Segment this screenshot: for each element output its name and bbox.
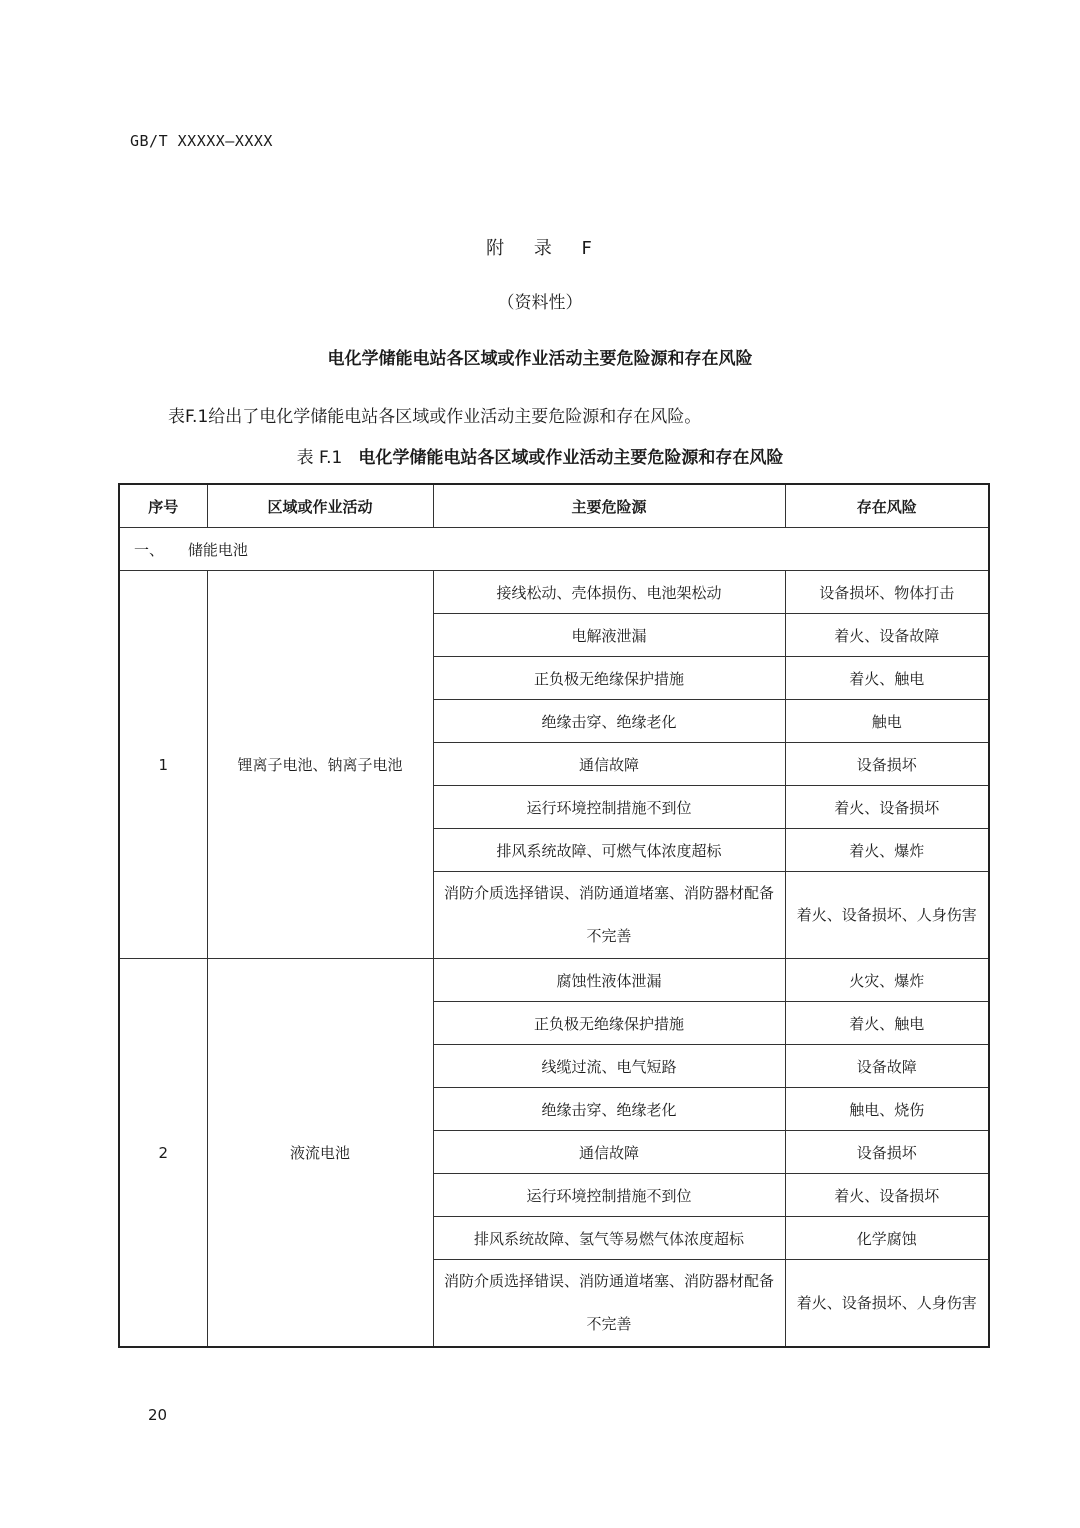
section-row	[119, 528, 989, 571]
table-body	[119, 528, 989, 1348]
table-caption-text: 电化学储能电站各区域或作业活动主要危险源和存在风险	[358, 448, 784, 468]
risk-cell: 着火、爆炸	[785, 829, 989, 872]
hazard-cell: 绝缘击穿、绝缘老化	[433, 700, 785, 743]
header-hazard: 主要危险源	[433, 484, 785, 528]
table-number: 表 F.1	[296, 448, 343, 468]
risk-cell: 着火、设备损坏	[785, 1174, 989, 1217]
table-caption	[0, 443, 1080, 468]
risk-cell: 着火、设备损坏	[785, 786, 989, 829]
hazard-cell: 电解液泄漏	[433, 614, 785, 657]
risk-cell: 着火、设备损坏、人身伤害	[785, 872, 989, 959]
header-risk: 存在风险	[785, 484, 989, 528]
page-number: 20	[148, 1406, 168, 1424]
hazard-cell: 消防介质选择错误、消防通道堵塞、消防器材配备不完善	[433, 1260, 785, 1348]
appendix-title-part: 附	[486, 238, 507, 259]
section-name: 储能电池	[187, 540, 248, 559]
header-seq: 序号	[119, 484, 207, 528]
hazard-cell: 运行环境控制措施不到位	[433, 1174, 785, 1217]
standard-number: GB/T XXXXX—XXXX	[130, 132, 273, 150]
header-area: 区域或作业活动	[207, 484, 433, 528]
risk-cell: 设备故障	[785, 1045, 989, 1088]
risk-cell: 化学腐蚀	[785, 1217, 989, 1260]
hazard-cell: 线缆过流、电气短路	[433, 1045, 785, 1088]
hazard-cell: 通信故障	[433, 743, 785, 786]
hazard-cell: 接线松动、壳体损伤、电池架松动	[433, 571, 785, 614]
area-cell: 液流电池	[207, 959, 433, 1348]
risk-cell: 触电、烧伤	[785, 1088, 989, 1131]
hazard-cell: 排风系统故障、可燃气体浓度超标	[433, 829, 785, 872]
hazard-cell: 绝缘击穿、绝缘老化	[433, 1088, 785, 1131]
hazard-cell: 消防介质选择错误、消防通道堵塞、消防器材配备不完善	[433, 872, 785, 959]
appendix-nature: （资料性）	[497, 293, 583, 313]
table-header-row	[119, 484, 989, 528]
risk-cell: 着火、触电	[785, 657, 989, 700]
section-label: 一、	[134, 540, 165, 559]
hazard-cell: 正负极无绝缘保护措施	[433, 1002, 785, 1045]
hazard-risk-table	[118, 483, 990, 1348]
seq-cell: 1	[119, 571, 207, 959]
risk-cell: 着火、设备损坏、人身伤害	[785, 1260, 989, 1348]
appendix-heading: 电化学储能电站各区域或作业活动主要危险源和存在风险	[327, 349, 753, 369]
table-row	[119, 959, 989, 1002]
risk-cell: 设备损坏	[785, 743, 989, 786]
hazard-cell: 运行环境控制措施不到位	[433, 786, 785, 829]
section-cell	[119, 528, 989, 571]
risk-cell: 着火、设备故障	[785, 614, 989, 657]
risk-cell: 火灾、爆炸	[785, 959, 989, 1002]
appendix-title	[0, 234, 1080, 260]
hazard-cell: 腐蚀性液体泄漏	[433, 959, 785, 1002]
hazard-cell: 排风系统故障、氢气等易燃气体浓度超标	[433, 1217, 785, 1260]
seq-cell: 2	[119, 959, 207, 1348]
hazard-cell: 通信故障	[433, 1131, 785, 1174]
table-row	[119, 571, 989, 614]
appendix-title-part: 录	[533, 238, 554, 259]
risk-cell: 设备损坏、物体打击	[785, 571, 989, 614]
risk-cell: 设备损坏	[785, 1131, 989, 1174]
appendix-title-part: F	[581, 238, 594, 259]
hazard-cell: 正负极无绝缘保护措施	[433, 657, 785, 700]
intro-paragraph: 表F.1给出了电化学储能电站各区域或作业活动主要危险源和存在风险。	[168, 407, 702, 427]
risk-cell: 着火、触电	[785, 1002, 989, 1045]
area-cell: 锂离子电池、钠离子电池	[207, 571, 433, 959]
risk-cell: 触电	[785, 700, 989, 743]
